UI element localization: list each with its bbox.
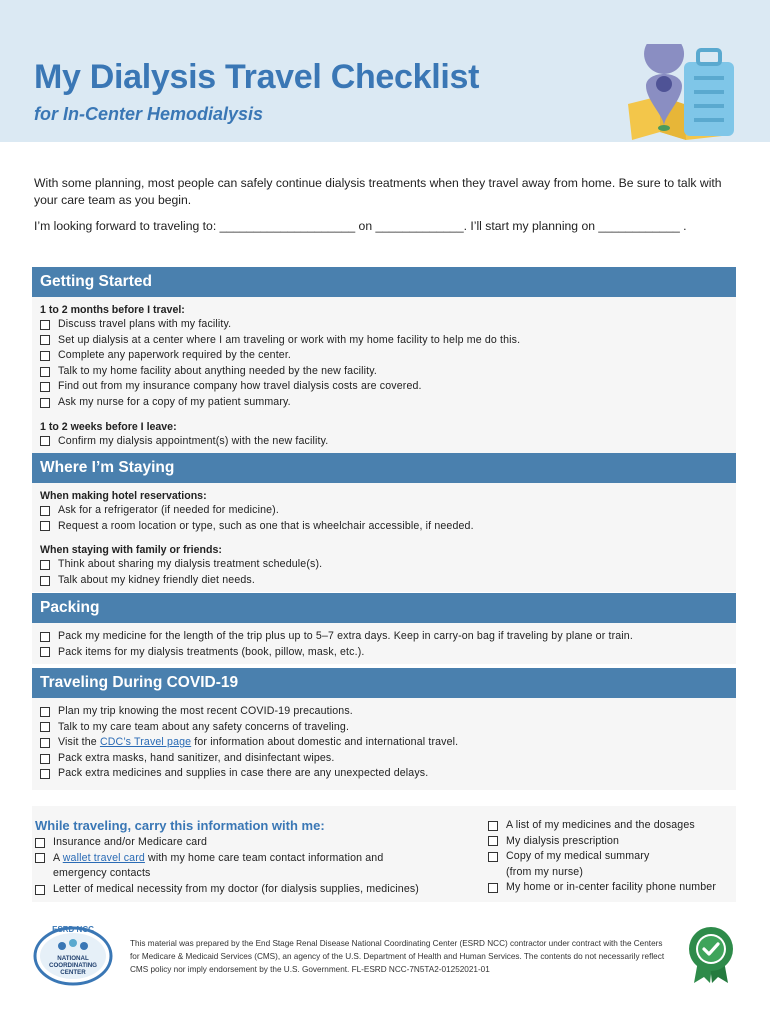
svg-text:COORDINATING: COORDINATING	[48, 962, 98, 969]
checkbox[interactable]	[35, 853, 45, 863]
svg-text:ESRD NCC: ESRD NCC	[52, 925, 94, 934]
carry-title: While traveling, carry this information with me:	[35, 818, 325, 833]
checklist-item: Ask for a refrigerator (if needed for medicine).	[40, 503, 728, 519]
checklist-item-continuation: (from my nurse)	[506, 865, 584, 878]
checklist-item: Discuss travel plans with my facility.	[40, 317, 728, 333]
checkbox[interactable]	[40, 632, 50, 642]
intro-paragraph: With some planning, most people can safely continue dialysis treatments when they travel away from home. Be sure to talk with your care team as you begin.	[34, 176, 722, 207]
footer-disclaimer: This material was prepared by the End Stage Renal Disease National Coordinating Center (ESRD NCC) contractor under contract with the Centers for Medicare & Medicaid Services (CMS), an agency of the U.S. Department of Health and Human Services. The contents do not necessarily reflect CMS policy nor imply endorsement by the U.S. Government. FL-ESRD NCC-7N5TA2-01252021-01	[130, 939, 665, 974]
checkbox[interactable]	[40, 506, 50, 516]
svg-text:CENTER: CENTER	[60, 969, 86, 976]
checklist-item: My home or in-center facility phone number	[488, 880, 738, 896]
checkbox[interactable]	[488, 821, 498, 831]
checkbox[interactable]	[40, 707, 50, 717]
checkbox[interactable]	[40, 320, 50, 330]
page-title: My Dialysis Travel Checklist	[34, 58, 480, 96]
section-title: Getting Started	[32, 267, 736, 297]
checklist-item: A wallet travel card with my home care team contact information and	[35, 851, 465, 867]
cdc-travel-link[interactable]: CDC’s Travel page	[99, 736, 192, 749]
checklist-item: Ask my nurse for a copy of my patient summary.	[40, 395, 728, 411]
checkbox[interactable]	[40, 367, 50, 377]
subheading: When staying with family or friends:	[40, 544, 222, 557]
checkbox[interactable]	[35, 885, 45, 895]
checkbox[interactable]	[40, 351, 50, 361]
section-title: Where I’m Staying	[32, 453, 736, 483]
checklist-item: Letter of medical necessity from my doctor (for dialysis supplies, medicines)	[35, 882, 465, 898]
checklist-item: Find out from my insurance company how travel dialysis costs are covered.	[40, 379, 728, 395]
checkbox[interactable]	[40, 521, 50, 531]
checklist-item: A list of my medicines and the dosages	[488, 818, 738, 834]
checklist-item: Talk about my kidney friendly diet needs.	[40, 573, 728, 589]
section-where-staying	[32, 453, 736, 592]
subheading: When making hotel reservations:	[40, 490, 207, 502]
section-title: Traveling During COVID-19	[32, 668, 736, 698]
checkbox[interactable]	[40, 754, 50, 764]
checkbox[interactable]	[40, 647, 50, 657]
checkbox[interactable]	[40, 560, 50, 570]
checklist-item: Complete any paperwork required by the center.	[40, 348, 728, 364]
checkbox[interactable]	[488, 852, 498, 862]
checklist-item: Plan my trip knowing the most recent COVID-19 precautions.	[40, 704, 728, 720]
checklist-item: Request a room location or type, such as one that is wheelchair accessible, if needed.	[40, 519, 728, 535]
travel-plan-line: I’m looking forward to traveling to: ____________________ on _____________. I’ll start my planning on ____________ .	[34, 219, 687, 233]
carry-right-column	[488, 818, 738, 896]
checklist-item: My dialysis prescription	[488, 834, 738, 850]
checklist-item: Talk to my home facility about anything needed by the new facility.	[40, 364, 728, 380]
svg-text:NATIONAL: NATIONAL	[57, 955, 89, 962]
checklist-item: Pack extra masks, hand sanitizer, and disinfectant wipes.	[40, 751, 728, 767]
checkbox[interactable]	[488, 883, 498, 893]
esrd-ncc-logo	[32, 922, 114, 986]
subheading: 1 to 2 months before I travel:	[40, 304, 185, 316]
checkbox[interactable]	[40, 436, 50, 446]
checklist-item: Visit the CDC’s Travel page for information about domestic and international travel.	[40, 735, 728, 751]
carry-information-box	[32, 806, 736, 902]
checklist-item: Think about sharing my dialysis treatment schedule(s).	[40, 557, 728, 573]
header-band	[0, 0, 770, 142]
checkbox[interactable]	[40, 576, 50, 586]
checklist-item: Pack items for my dialysis treatments (book, pillow, mask, etc.).	[40, 645, 728, 661]
approval-ribbon-check-icon	[684, 925, 738, 983]
section-title: Packing	[32, 593, 736, 623]
checkbox[interactable]	[488, 836, 498, 846]
checkbox[interactable]	[35, 838, 45, 848]
travel-suitcase-map-illustration	[622, 44, 742, 140]
checklist-item: Insurance and/or Medicare card	[35, 835, 465, 851]
checklist-item: Set up dialysis at a center where I am traveling or work with my home facility to help me do this.	[40, 333, 728, 349]
page-subtitle: for In-Center Hemodialysis	[34, 104, 264, 124]
checkbox[interactable]	[40, 769, 50, 779]
section-covid	[32, 668, 736, 790]
checklist-item: Pack extra medicines and supplies in case there are any unexpected delays.	[40, 766, 728, 782]
checkbox[interactable]	[40, 738, 50, 748]
checkbox[interactable]	[40, 722, 50, 732]
wallet-travel-card-link[interactable]: wallet travel card	[62, 851, 145, 864]
checklist-item: Confirm my dialysis appointment(s) with the new facility.	[40, 434, 728, 450]
section-packing	[32, 593, 736, 664]
section-getting-started	[32, 267, 736, 453]
checklist-item: Pack my medicine for the length of the trip plus up to 5–7 extra days. Keep in carry-on bag if traveling by plane or train.	[40, 629, 728, 645]
subheading: 1 to 2 weeks before I leave:	[40, 420, 177, 433]
checklist-item: Talk to my care team about any safety concerns of traveling.	[40, 720, 728, 736]
checkbox[interactable]	[40, 398, 50, 408]
checklist-item-continuation: emergency contacts	[53, 867, 151, 880]
checkbox[interactable]	[40, 382, 50, 392]
carry-left-column	[35, 835, 465, 897]
checkbox[interactable]	[40, 335, 50, 345]
checklist-item: Copy of my medical summary	[488, 849, 738, 865]
